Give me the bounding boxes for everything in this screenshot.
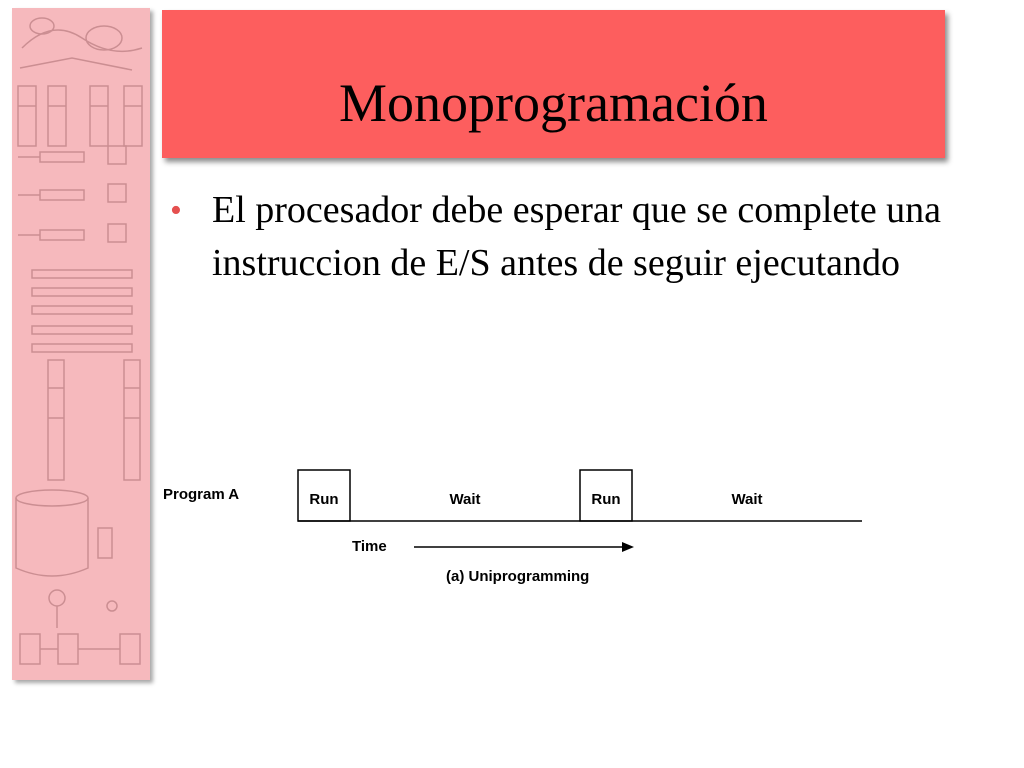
segment-label-wait-2: Wait — [731, 491, 763, 508]
segment-label-run-1: Run — [309, 491, 339, 508]
bullet-list — [170, 184, 990, 290]
time-arrow-head-icon — [622, 542, 634, 552]
time-label: Time — [352, 538, 387, 555]
sidebar-diagram-graphic — [12, 8, 150, 680]
segment-label-run-2: Run — [591, 491, 621, 508]
uniprogramming-diagram — [160, 462, 880, 602]
title-banner — [162, 10, 945, 158]
bullet-item — [170, 184, 990, 290]
program-label: Program A — [163, 486, 240, 503]
bullet-icon: • — [170, 192, 182, 229]
slide-title: Monoprogramación — [339, 73, 768, 133]
figure-caption: (a) Uniprogramming — [446, 568, 590, 585]
bullet-text: El procesador debe esperar que se complete una instruccion de E/S antes de seguir ejecutando — [212, 189, 942, 284]
decorative-sidebar — [12, 8, 150, 680]
segment-label-wait-1: Wait — [449, 491, 481, 508]
